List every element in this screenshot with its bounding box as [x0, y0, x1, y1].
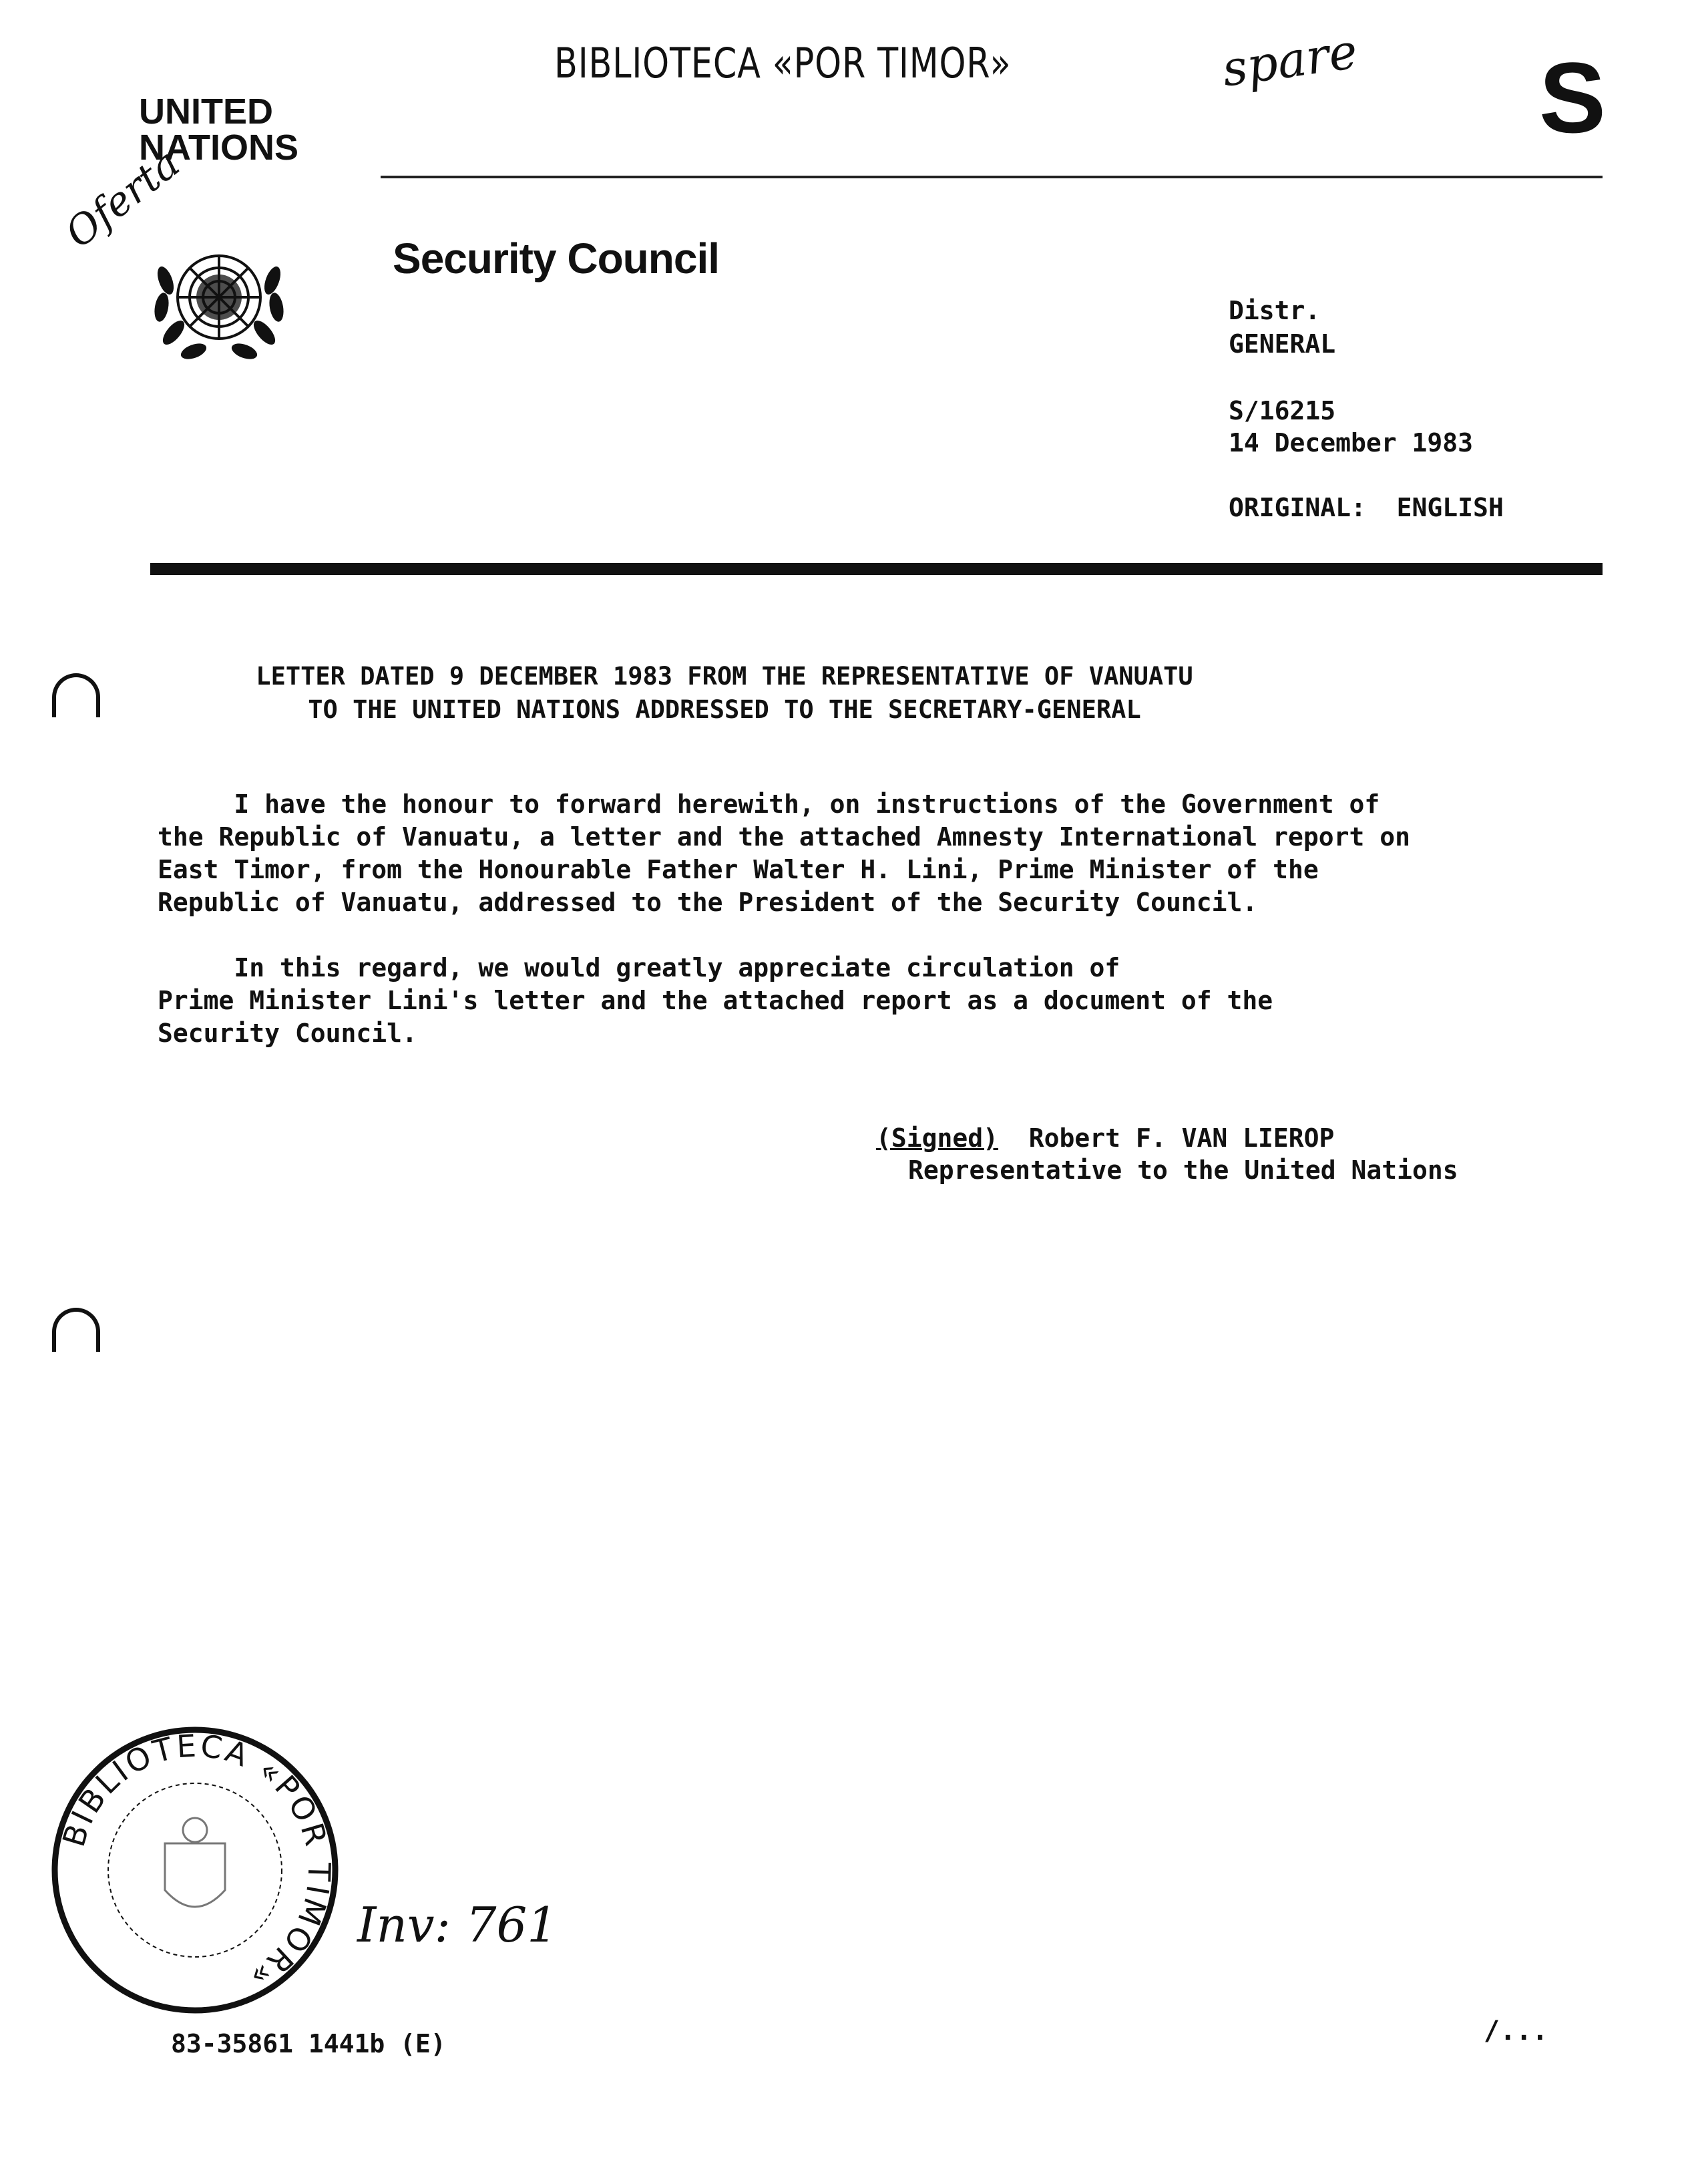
punch-hole-icon: [52, 673, 100, 717]
library-header-stamp: BIBLIOTECA «POR TIMOR»: [554, 39, 1012, 87]
paragraph-1-line: the Republic of Vanuatu, a letter and the attached Amnesty International report on: [158, 822, 1410, 852]
paragraph-2-line: Prime Minister Lini's letter and the attached report as a document of the: [158, 986, 1273, 1015]
org-line-2: NATIONS: [139, 128, 298, 168]
original-label: ORIGINAL:: [1229, 493, 1366, 522]
document-symbol: S/16215: [1229, 396, 1336, 425]
paragraph-1-line: East Timor, from the Honourable Father Walter H. Lini, Prime Minister of the: [158, 855, 1319, 884]
document-date: 14 December 1983: [1229, 428, 1474, 458]
security-council-title: Security Council: [393, 234, 719, 283]
punch-hole-icon: [52, 1308, 100, 1352]
signatory-title: Representative to the United Nations: [908, 1155, 1458, 1185]
document-job-code: 83-35861 1441b (E): [171, 2029, 446, 2058]
handwritten-spare-note: spare: [1219, 23, 1361, 98]
org-line-1: UNITED: [139, 92, 273, 132]
paragraph-2-line: Security Council.: [158, 1019, 417, 1048]
continuation-mark: /...: [1484, 2016, 1548, 2046]
library-stamp-text: BIBLIOTECA «POR TIMOR»: [55, 1727, 338, 1997]
paragraph-1-line: I have the honour to forward herewith, on instructions of the Government of: [158, 789, 1380, 819]
original-value: ENGLISH: [1396, 493, 1504, 522]
signature-line: [876, 1122, 1334, 1154]
letter-heading-line-1: LETTER DATED 9 DECEMBER 1983 FROM THE REPRESENTATIVE OF VANUATU: [256, 662, 1193, 691]
inventory-note: Inv: 761: [357, 1897, 558, 1953]
distr-label: Distr.: [1229, 296, 1321, 325]
header-rule: [381, 176, 1603, 178]
series-letter: S: [1539, 41, 1607, 154]
letter-heading-line-2: TO THE UNITED NATIONS ADDRESSED TO THE SECRETARY-GENERAL: [308, 695, 1141, 724]
masthead-rule: [150, 563, 1603, 575]
library-circular-stamp: [48, 1723, 342, 2017]
paragraph-2-line: In this regard, we would greatly appreciate circulation of: [158, 953, 1120, 982]
paragraph-1-line: Republic of Vanuatu, addressed to the President of the Security Council.: [158, 888, 1258, 917]
signatory-name: Robert F. VAN LIEROP: [1028, 1123, 1335, 1153]
signed-label: (Signed): [876, 1123, 999, 1153]
handwritten-oferta-note: Oferta: [57, 140, 189, 258]
original-language: [1229, 491, 1504, 524]
distr-value: GENERAL: [1229, 329, 1336, 359]
un-emblem-icon: [146, 234, 292, 367]
